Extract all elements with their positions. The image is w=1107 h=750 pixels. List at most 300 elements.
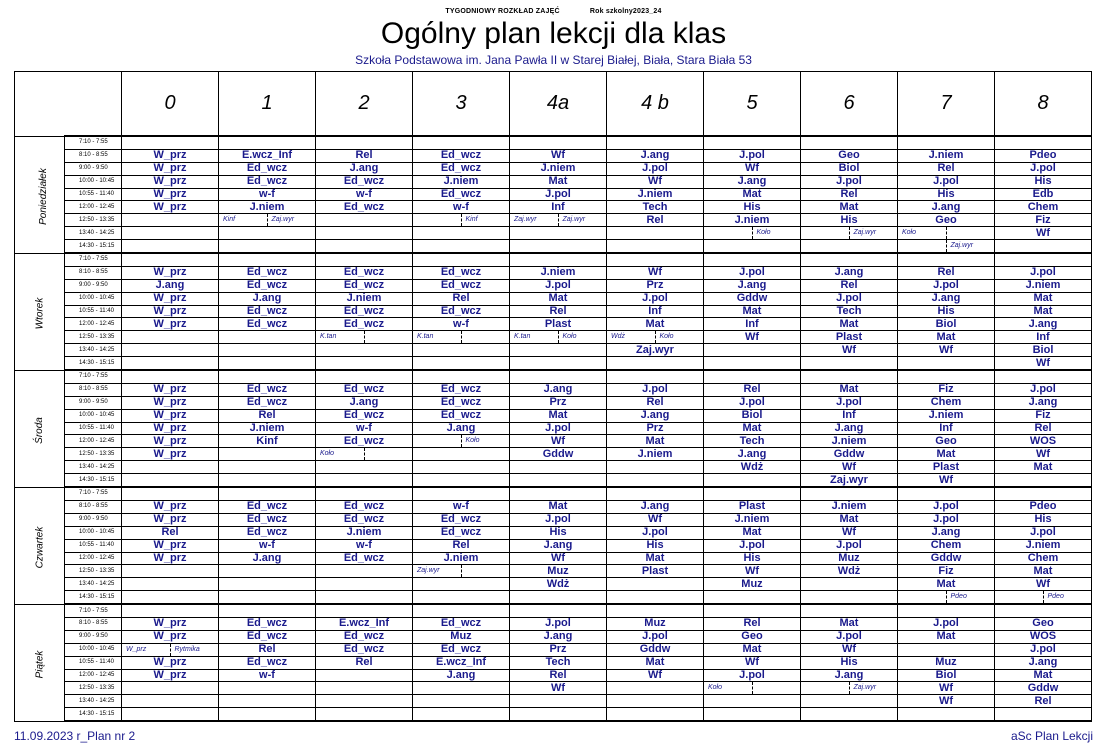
lesson-cell: Wf [801,344,898,357]
lesson-cell [316,578,413,591]
lesson-cell: Mat [607,552,704,565]
lesson-cell: J.pol [510,422,607,435]
lesson-cell: Tech [704,435,801,448]
lesson-cell: J.niem [316,526,413,539]
lesson-cell: Mat [704,305,801,318]
lesson-time: 13:40 - 14:25 [65,227,122,240]
lesson-cell: Wf [995,448,1092,461]
lesson-cell [704,344,801,357]
lesson-cell [704,240,801,253]
group-lesson [995,591,1043,603]
group-split [801,682,897,694]
lesson-cell: W_prz [122,552,219,565]
lesson-cell: Ed_wcz [219,500,316,513]
lesson-row [15,396,1092,409]
lesson-cell: Ed_wcz [219,175,316,188]
lesson-cell [607,253,704,266]
lesson-cell: Ed_wcz [219,279,316,292]
lesson-cell: w-f [316,188,413,201]
lesson-row [15,513,1092,526]
group-lesson [801,682,849,694]
lesson-cell: W_prz [122,500,219,513]
lesson-row [15,435,1092,448]
lesson-cell [413,448,510,461]
lesson-time: 9:00 - 9:50 [65,396,122,409]
schedule-type-label: TYGODNIOWY ROZKŁAD ZAJĘĆ [445,8,560,15]
lesson-cell [413,708,510,721]
lesson-cell: Biol [898,318,995,331]
lesson-cell: J.ang [801,669,898,682]
lesson-cell: Chem [995,201,1092,214]
lesson-cell: J.ang [801,266,898,279]
lesson-cell: Geo [898,435,995,448]
lesson-cell [219,591,316,604]
lesson-cell [219,448,316,461]
lesson-cell [704,136,801,149]
lesson-cell [316,357,413,370]
lesson-cell: Ed_wcz [413,305,510,318]
lesson-cell [510,591,607,604]
lesson-cell: W_prz [122,539,219,552]
lesson-row [15,318,1092,331]
lesson-cell: Tech [510,656,607,669]
lesson-cell [316,604,413,617]
lesson-cell-split [898,227,995,240]
lesson-cell: His [801,656,898,669]
lesson-time: 10:00 - 10:45 [65,292,122,305]
group-lesson: Koło [902,229,917,237]
lesson-cell [995,604,1092,617]
lesson-cell [122,487,219,500]
lesson-cell: Mat [704,643,801,656]
lesson-cell: W_prz [122,305,219,318]
lesson-cell: Ed_wcz [316,435,413,448]
lesson-cell-split [413,214,510,227]
group-split [995,591,1091,603]
group-lesson [413,214,461,226]
lesson-row [15,149,1092,162]
lesson-time: 13:40 - 14:25 [65,461,122,474]
lesson-cell: J.ang [607,149,704,162]
lesson-cell [316,214,413,227]
lesson-row [15,630,1092,643]
lesson-cell [316,487,413,500]
lesson-cell: J.niem [510,162,607,175]
lesson-row [15,136,1092,149]
plan-date-label: 11.09.2023 r_Plan nr 2 [14,729,136,743]
lesson-cell [413,578,510,591]
lesson-cell: Ed_wcz [219,513,316,526]
lesson-cell: E.wcz_Inf [413,656,510,669]
lesson-row [15,656,1092,669]
lesson-cell [219,708,316,721]
lesson-cell: Wf [704,656,801,669]
lesson-cell: Muz [704,578,801,591]
lesson-cell: J.niem [413,552,510,565]
lesson-cell [510,695,607,708]
lesson-cell [219,331,316,344]
lesson-time: 7:10 - 7:55 [65,604,122,617]
lesson-cell: Ed_wcz [316,513,413,526]
lesson-cell: Gddw [510,448,607,461]
lesson-row [15,188,1092,201]
lesson-cell [122,136,219,149]
lesson-cell [219,227,316,240]
lesson-cell: J.pol [801,539,898,552]
group-lesson: K.tan [320,333,337,341]
lesson-cell [510,487,607,500]
lesson-row [15,617,1092,630]
lesson-cell [607,604,704,617]
lesson-cell [413,357,510,370]
group-lesson: Pdeo [1043,591,1092,603]
lesson-cell: Wf [607,266,704,279]
lesson-cell-split [510,331,607,344]
lesson-cell [510,240,607,253]
lesson-cell [413,487,510,500]
lesson-cell: J.pol [510,188,607,201]
lesson-cell: W_prz [122,409,219,422]
lesson-cell: Rel [704,383,801,396]
lesson-cell [413,370,510,383]
lesson-cell [801,695,898,708]
lesson-cell: Pdeo [995,149,1092,162]
lesson-cell: J.pol [607,383,704,396]
lesson-cell: W_prz [122,617,219,630]
lesson-cell: w-f [219,539,316,552]
lesson-cell: W_prz [122,188,219,201]
lesson-cell: Rel [898,266,995,279]
lesson-cell: Mat [995,669,1092,682]
lesson-cell [704,474,801,487]
lesson-cell: W_prz [122,162,219,175]
software-label: aSc Plan Lekcji [1010,729,1093,743]
lesson-cell [801,578,898,591]
lesson-cell: W_prz [122,201,219,214]
lesson-time: 13:40 - 14:25 [65,578,122,591]
lesson-cell [898,253,995,266]
lesson-cell: W_prz [122,513,219,526]
lesson-cell: Tech [801,305,898,318]
lesson-cell [510,357,607,370]
lesson-cell: J.pol [801,175,898,188]
lesson-row [15,357,1092,370]
lesson-row [15,552,1092,565]
lesson-cell: Mat [801,617,898,630]
schedule-table [14,71,1092,722]
lesson-cell: J.pol [510,617,607,630]
group-lesson: Zaj.wyr [267,214,316,226]
lesson-cell [122,344,219,357]
group-lesson: Pdeo [946,591,995,603]
lesson-cell: Wf [510,149,607,162]
lesson-cell: Wf [801,526,898,539]
lesson-cell: J.ang [898,526,995,539]
lesson-cell-split [413,565,510,578]
lesson-row [15,422,1092,435]
lesson-cell [219,344,316,357]
lesson-cell: Geo [898,214,995,227]
lesson-cell [898,643,995,656]
lesson-time: 8:10 - 8:55 [65,266,122,279]
lesson-cell [801,591,898,604]
lesson-cell-split [510,214,607,227]
lesson-cell: Wf [510,552,607,565]
lesson-cell [219,487,316,500]
lesson-row [15,292,1092,305]
lesson-row [15,240,1092,253]
lesson-cell-split [122,643,219,656]
lesson-time: 14:30 - 15:15 [65,357,122,370]
group-lesson: Zaj.wyr [558,214,607,226]
lesson-cell [219,253,316,266]
lesson-row [15,253,1092,266]
lesson-row [15,526,1092,539]
lesson-cell: J.niem [898,409,995,422]
lesson-cell: J.niem [413,175,510,188]
lesson-cell-split [995,591,1092,604]
lesson-row [15,565,1092,578]
lesson-cell: J.ang [898,201,995,214]
lesson-cell [122,695,219,708]
group-split [510,331,606,343]
lesson-row [15,708,1092,721]
lesson-row [15,344,1092,357]
lesson-cell [801,357,898,370]
lesson-row [15,383,1092,396]
lesson-row [15,266,1092,279]
lesson-cell [316,682,413,695]
lesson-cell: J.niem [704,513,801,526]
lesson-time: 8:10 - 8:55 [65,149,122,162]
lesson-cell [122,240,219,253]
lesson-cell [801,240,898,253]
lesson-time: 8:10 - 8:55 [65,500,122,513]
lesson-cell: Fiz [995,409,1092,422]
lesson-cell: Inf [898,422,995,435]
lesson-cell: Wf [704,162,801,175]
lesson-cell: w-f [219,188,316,201]
lesson-row [15,643,1092,656]
lesson-cell [122,370,219,383]
group-lesson: Koło [752,227,801,239]
group-split [413,331,509,343]
lesson-time: 12:50 - 13:35 [65,565,122,578]
lesson-cell [607,240,704,253]
lesson-time: 10:55 - 11:40 [65,188,122,201]
lesson-cell [413,461,510,474]
group-lesson: K.tan [514,333,531,341]
lesson-cell: Fiz [995,214,1092,227]
group-lesson [413,435,461,447]
lesson-time: 7:10 - 7:55 [65,136,122,149]
lesson-cell [219,695,316,708]
lesson-cell: Wf [898,682,995,695]
class-header: 8 [995,72,1092,137]
group-lesson [461,565,510,577]
lesson-cell [898,370,995,383]
lesson-time: 10:00 - 10:45 [65,643,122,656]
lesson-cell: J.ang [413,669,510,682]
lesson-cell [219,370,316,383]
lesson-cell: J.niem [219,201,316,214]
lesson-row [15,227,1092,240]
school-subtitle: Szkoła Podstawowa im. Jana Pawła II w Starej Białej, Biała, Stara Biała 53 [355,53,752,67]
lesson-cell [607,682,704,695]
lesson-time: 10:55 - 11:40 [65,656,122,669]
lesson-cell: His [510,526,607,539]
lesson-time: 12:50 - 13:35 [65,682,122,695]
lesson-cell [413,344,510,357]
lesson-cell: Mat [510,292,607,305]
lesson-cell [413,695,510,708]
lesson-cell: Chem [898,539,995,552]
lesson-cell: Muz [510,565,607,578]
lesson-cell: J.niem [995,279,1092,292]
lesson-cell: Ed_wcz [219,318,316,331]
lesson-cell: W_prz [122,422,219,435]
lesson-cell: Rel [122,526,219,539]
lesson-cell: W_prz [122,318,219,331]
lesson-cell: Inf [801,409,898,422]
lesson-cell [316,240,413,253]
lesson-cell [801,708,898,721]
lesson-cell [316,461,413,474]
lesson-cell: Ed_wcz [219,162,316,175]
lesson-cell: Mat [801,318,898,331]
lesson-cell [316,669,413,682]
lesson-cell [122,708,219,721]
lesson-time: 14:30 - 15:15 [65,591,122,604]
group-lesson: Wdż [611,333,625,341]
lesson-cell: J.ang [316,162,413,175]
class-header: 4a [510,72,607,137]
lesson-cell [122,474,219,487]
lesson-cell [122,461,219,474]
lesson-cell: Geo [704,630,801,643]
lesson-cell: J.pol [607,292,704,305]
lesson-cell: J.ang [607,500,704,513]
lesson-cell-split [413,331,510,344]
lesson-cell: J.ang [995,656,1092,669]
day-label: Środa [34,416,45,444]
lesson-cell [607,695,704,708]
lesson-cell [704,708,801,721]
lesson-cell: J.pol [607,526,704,539]
lesson-cell: J.pol [995,162,1092,175]
lesson-row [15,448,1092,461]
lesson-row [15,500,1092,513]
lesson-cell [607,357,704,370]
group-lesson: Kinf [223,216,236,224]
lesson-cell: Prz [510,396,607,409]
group-split [316,331,412,343]
group-split [898,591,994,603]
lesson-cell: J.ang [510,630,607,643]
lesson-cell: J.pol [510,513,607,526]
lesson-cell-split [413,435,510,448]
lesson-cell [607,227,704,240]
group-lesson [898,591,946,603]
lesson-cell: Ed_wcz [413,266,510,279]
lesson-cell [704,357,801,370]
lesson-cell: Muz [413,630,510,643]
lesson-row [15,474,1092,487]
lesson-cell: Ed_wcz [316,305,413,318]
lesson-time: 10:55 - 11:40 [65,422,122,435]
lesson-cell: Prz [607,279,704,292]
group-lesson: K.tan [417,333,434,341]
lesson-cell: Wf [898,344,995,357]
lesson-cell: Mat [704,422,801,435]
lesson-cell-split [316,331,413,344]
lesson-cell [510,708,607,721]
lesson-row [15,409,1092,422]
lesson-cell: J.ang [995,396,1092,409]
lesson-cell [510,344,607,357]
lesson-cell: Rel [316,149,413,162]
lesson-cell: Zaj.wyr [801,474,898,487]
lesson-cell: Rel [801,188,898,201]
lesson-cell: J.ang [607,409,704,422]
lesson-cell: Wf [510,435,607,448]
lesson-time: 7:10 - 7:55 [65,370,122,383]
lesson-time: 7:10 - 7:55 [65,487,122,500]
lesson-cell: Biol [801,162,898,175]
lesson-cell: Inf [607,305,704,318]
lesson-cell: Mat [607,435,704,448]
lesson-cell: W_prz [122,669,219,682]
lesson-cell: Ed_wcz [413,162,510,175]
group-split [704,227,800,239]
lesson-cell: Mat [704,188,801,201]
lesson-cell-split [704,227,801,240]
lesson-time: 13:40 - 14:25 [65,344,122,357]
group-lesson: Zaj.wyr [849,227,898,239]
lesson-cell: W_prz [122,630,219,643]
lesson-cell: Wf [704,565,801,578]
lesson-cell [607,136,704,149]
lesson-cell: His [801,214,898,227]
lesson-cell: J.pol [995,266,1092,279]
lesson-cell: Fiz [898,565,995,578]
lesson-cell [413,604,510,617]
lesson-cell: Plast [704,500,801,513]
lesson-cell [219,604,316,617]
lesson-cell [122,253,219,266]
lesson-cell [316,565,413,578]
lesson-cell: J.niem [219,422,316,435]
day-label-cell [15,487,65,604]
group-lesson [946,227,995,239]
lesson-row [15,305,1092,318]
lesson-cell: Mat [898,331,995,344]
lesson-time: 10:55 - 11:40 [65,539,122,552]
lesson-cell [316,370,413,383]
lesson-cell: J.pol [801,396,898,409]
lesson-cell [316,474,413,487]
lesson-cell [219,240,316,253]
lesson-cell: Ed_wcz [316,630,413,643]
lesson-cell-split [316,448,413,461]
lesson-cell: Rel [219,643,316,656]
lesson-cell: J.pol [607,162,704,175]
lesson-cell [413,253,510,266]
lesson-time: 12:00 - 12:45 [65,318,122,331]
day-label-cell [15,136,65,253]
lesson-cell: Muz [607,617,704,630]
lesson-cell [704,487,801,500]
